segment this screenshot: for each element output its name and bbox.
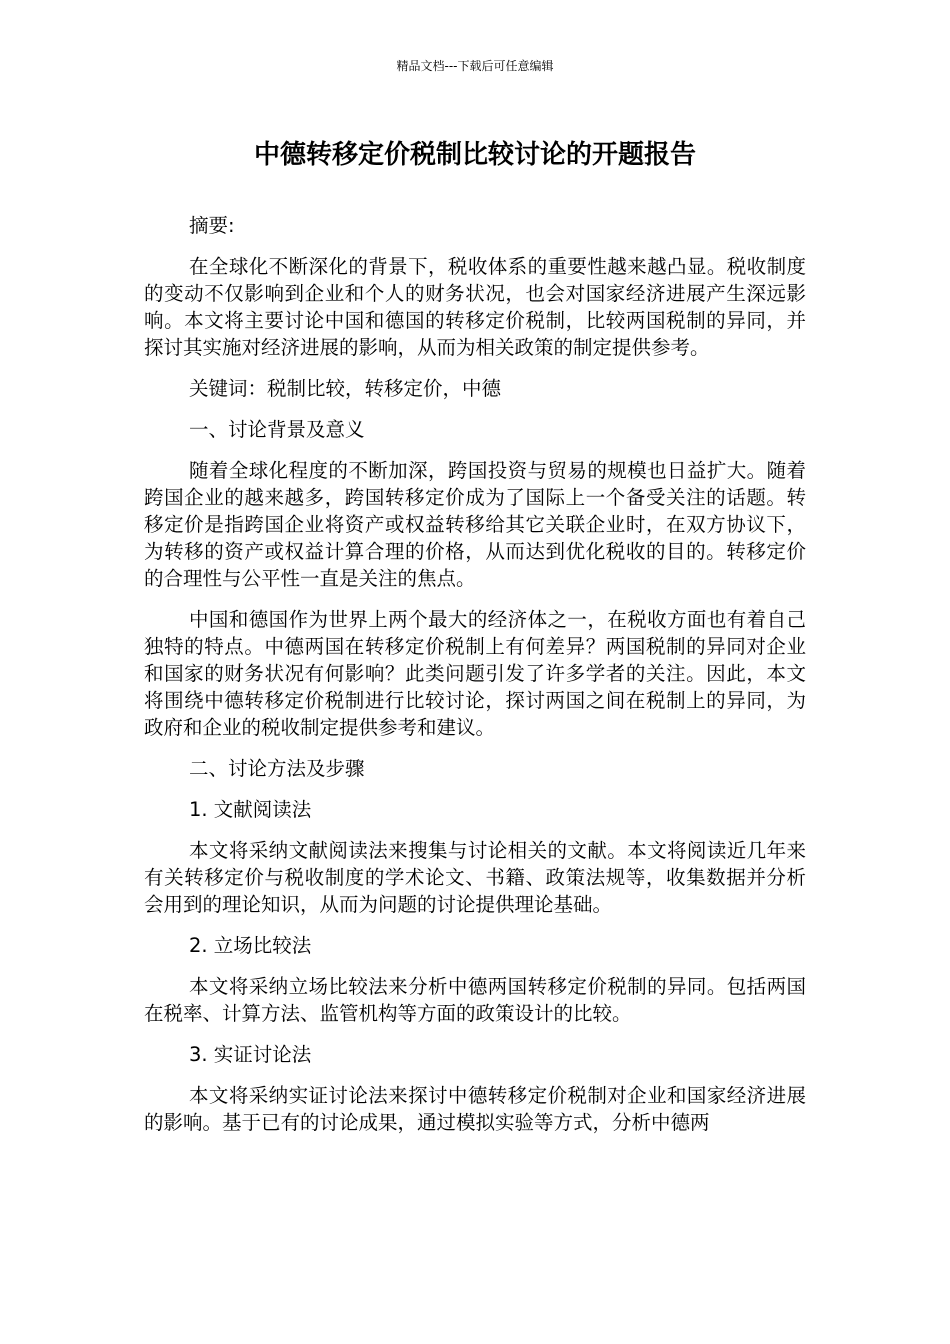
document-title: 中德转移定价税制比较讨论的开题报告 [253,140,696,170]
method-paragraph-empirical: 本文将采纳实证讨论法来探讨中德转移定价税制对企业和国家经济进展的影响。基于已有的讨论成果，通过模拟实验等方式，分析中德两 [144,1084,806,1134]
background-paragraph-2: 中国和德国作为世界上两个最大的经济体之一，在税收方面也有着自己独特的特点。中德两国在转移定价税制上有何差异？两国税制的异同对企业和国家的财务状况有何影响？此类问题引发了许多学者的关注。因此，本文将围绕中德转移定价税制进行比较讨论，探讨两国之间在税制上的异同，为政府和企业的税收制定提供参考和建议。 [144,608,806,739]
section-heading-methods: 二、讨论方法及步骤 [189,757,365,780]
abstract-label: 摘要: [189,214,235,237]
section-heading-background: 一、讨论背景及意义 [189,418,365,441]
method-heading-empirical: 3. 实证讨论法 [189,1043,312,1066]
method-paragraph-literature: 本文将采纳文献阅读法来搜集与讨论相关的文献。本文将阅读近几年来有关转移定价与税收制度的学术论文、书籍、政策法规等，收集数据并分析会用到的理论知识，从而为问题的讨论提供理论基础。 [144,839,806,916]
method-heading-literature: 1. 文献阅读法 [189,798,312,821]
header-note: 精品文档---下载后可任意编辑 [396,59,554,73]
background-paragraph-1: 随着全球化程度的不断加深，跨国投资与贸易的规模也日益扩大。随着跨国企业的越来越多，跨国转移定价成为了国际上一个备受关注的话题。转移定价是指跨国企业将资产或权益转移给其它关联企业时，在双方协议下，为转移的资产或权益计算合理的价格，从而达到优化税收的目的。转移定价的合理性与公平性一直是关注的焦点。 [144,459,806,590]
method-heading-comparison: 2. 立场比较法 [189,934,312,957]
abstract-paragraph: 在全球化不断深化的背景下，税收体系的重要性越来越凸显。税收制度的变动不仅影响到企业和个人的财务状况，也会对国家经济进展产生深远影响。本文将主要讨论中国和德国的转移定价税制，比较两国税制的异同，并探讨其实施对经济进展的影响，从而为相关政策的制定提供参考。 [144,255,806,359]
method-paragraph-comparison: 本文将采纳立场比较法来分析中德两国转移定价税制的异同。包括两国在税率、计算方法、监管机构等方面的政策设计的比较。 [144,975,806,1025]
document-body [144,212,806,1150]
keywords-line: 关键词：税制比较，转移定价，中德 [189,377,502,400]
